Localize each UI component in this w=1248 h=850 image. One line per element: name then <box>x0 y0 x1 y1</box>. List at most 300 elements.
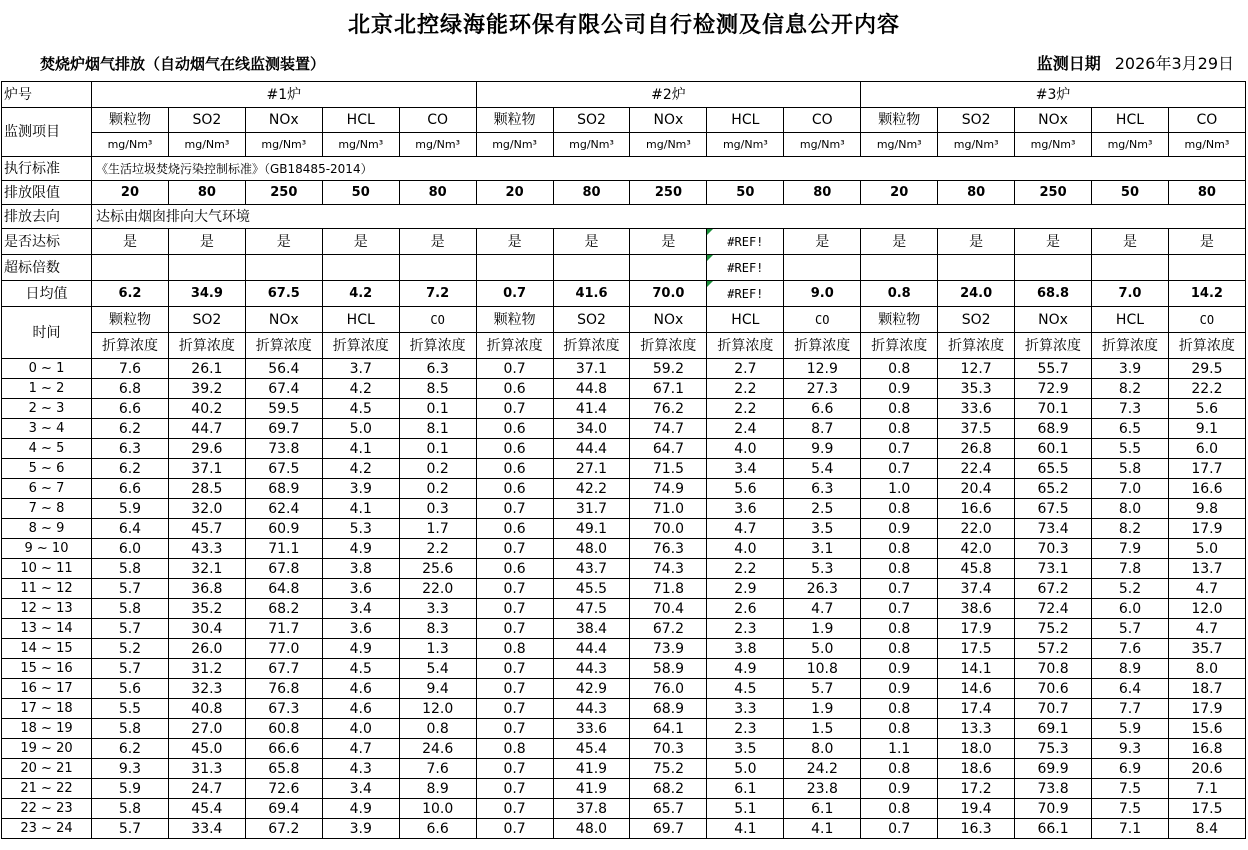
value-cell: 70.3 <box>630 739 707 759</box>
time-cell: 23 ~ 24 <box>2 819 92 839</box>
value-cell: 42.2 <box>553 479 630 499</box>
value-cell: 3.8 <box>322 559 399 579</box>
value-cell: 5.8 <box>92 559 169 579</box>
value-cell: 5.2 <box>92 639 169 659</box>
value-cell: 0.8 <box>861 759 938 779</box>
daily-avg-value: 7.0 <box>1092 281 1169 307</box>
value-cell: 26.0 <box>168 639 245 659</box>
exceed-value <box>322 255 399 281</box>
value-cell: 3.9 <box>1092 359 1169 379</box>
daily-avg-value: 7.2 <box>399 281 476 307</box>
time-cell: 7 ~ 8 <box>2 499 92 519</box>
value-cell: 9.3 <box>1092 739 1169 759</box>
value-cell: 58.9 <box>630 659 707 679</box>
exceed-value <box>861 255 938 281</box>
value-cell: 5.4 <box>784 459 861 479</box>
value-cell: 4.9 <box>322 799 399 819</box>
value-cell: 0.7 <box>861 579 938 599</box>
value-cell: 24.7 <box>168 779 245 799</box>
value-cell: 22.4 <box>938 459 1015 479</box>
pollutant-header: HCL <box>322 108 399 133</box>
daily-avg-value: 70.0 <box>630 281 707 307</box>
value-cell: 6.6 <box>92 479 169 499</box>
value-cell: 37.4 <box>938 579 1015 599</box>
emission-table <box>1 81 1246 839</box>
value-cell: 13.7 <box>1168 559 1245 579</box>
value-cell: 2.2 <box>707 559 784 579</box>
value-cell: 12.0 <box>1168 599 1245 619</box>
value-cell: 0.7 <box>476 779 553 799</box>
conc-label: 折算浓度 <box>399 333 476 359</box>
conc-label: 折算浓度 <box>1092 333 1169 359</box>
value-cell: 1.3 <box>399 639 476 659</box>
value-cell: 75.2 <box>1015 619 1092 639</box>
time-cell: 6 ~ 7 <box>2 479 92 499</box>
value-cell: 60.9 <box>245 519 322 539</box>
label-daily-avg: 日均值 <box>2 281 92 307</box>
value-cell: 4.1 <box>322 439 399 459</box>
value-cell: 42.9 <box>553 679 630 699</box>
limit-value: 80 <box>168 181 245 205</box>
value-cell: 14.1 <box>938 659 1015 679</box>
value-cell: 6.2 <box>92 459 169 479</box>
table-row <box>2 499 1246 519</box>
conc-label: 折算浓度 <box>168 333 245 359</box>
value-cell: 9.9 <box>784 439 861 459</box>
exceed-value: #REF! <box>707 255 784 281</box>
exceed-value <box>399 255 476 281</box>
value-cell: 0.2 <box>399 459 476 479</box>
value-cell: 0.9 <box>861 519 938 539</box>
pollutant-header-lower: HCL <box>707 307 784 333</box>
value-cell: 45.4 <box>168 799 245 819</box>
value-cell: 5.8 <box>92 719 169 739</box>
value-cell: 60.1 <box>1015 439 1092 459</box>
value-cell: 0.7 <box>476 399 553 419</box>
label-limit: 排放限值 <box>2 181 92 205</box>
limit-value: 80 <box>399 181 476 205</box>
value-cell: 9.3 <box>92 759 169 779</box>
value-cell: 5.0 <box>1168 539 1245 559</box>
time-cell: 2 ~ 3 <box>2 399 92 419</box>
compliant-value: 是 <box>553 229 630 255</box>
value-cell: 4.5 <box>322 659 399 679</box>
pollutant-header-lower: SO2 <box>553 307 630 333</box>
value-cell: 10.8 <box>784 659 861 679</box>
daily-avg-value: 6.2 <box>92 281 169 307</box>
compliant-value: 是 <box>861 229 938 255</box>
value-cell: 2.4 <box>707 419 784 439</box>
value-cell: 3.4 <box>707 459 784 479</box>
value-cell: 69.1 <box>1015 719 1092 739</box>
value-cell: 12.0 <box>399 699 476 719</box>
pollutant-header-lower: 颗粒物 <box>92 307 169 333</box>
limit-value: 20 <box>861 181 938 205</box>
unit-cell: mg/Nm³ <box>245 133 322 157</box>
value-cell: 8.0 <box>1168 659 1245 679</box>
value-cell: 45.0 <box>168 739 245 759</box>
value-cell: 0.7 <box>476 759 553 779</box>
time-cell: 0 ~ 1 <box>2 359 92 379</box>
value-cell: 70.6 <box>1015 679 1092 699</box>
value-cell: 0.8 <box>861 639 938 659</box>
value-cell: 31.2 <box>168 659 245 679</box>
unit-cell: mg/Nm³ <box>1168 133 1245 157</box>
value-cell: 3.3 <box>399 599 476 619</box>
conc-label: 折算浓度 <box>938 333 1015 359</box>
value-cell: 18.0 <box>938 739 1015 759</box>
value-cell: 70.8 <box>1015 659 1092 679</box>
value-cell: 4.7 <box>1168 579 1245 599</box>
conc-label: 折算浓度 <box>92 333 169 359</box>
value-cell: 5.8 <box>92 599 169 619</box>
unit-cell: mg/Nm³ <box>938 133 1015 157</box>
limit-value: 50 <box>322 181 399 205</box>
daily-avg-value: 24.0 <box>938 281 1015 307</box>
value-cell: 20.6 <box>1168 759 1245 779</box>
label-standard: 执行标准 <box>2 157 92 181</box>
table-row <box>2 719 1246 739</box>
value-cell: 35.3 <box>938 379 1015 399</box>
value-cell: 0.7 <box>861 599 938 619</box>
monitoring-date <box>1037 51 1234 74</box>
pollutant-header-lower: NOx <box>245 307 322 333</box>
value-cell: 6.0 <box>1092 599 1169 619</box>
table-row <box>2 205 1246 229</box>
value-cell: 0.7 <box>476 819 553 839</box>
destination-text: 达标由烟囱排向大气环境 <box>92 205 1246 229</box>
time-cell: 16 ~ 17 <box>2 679 92 699</box>
daily-avg-value: 14.2 <box>1168 281 1245 307</box>
value-cell: 0.1 <box>399 399 476 419</box>
value-cell: 32.1 <box>168 559 245 579</box>
value-cell: 32.3 <box>168 679 245 699</box>
date-label: 监测日期 <box>1036 54 1101 73</box>
unit-cell: mg/Nm³ <box>1015 133 1092 157</box>
value-cell: 45.8 <box>938 559 1015 579</box>
table-row <box>2 659 1246 679</box>
value-cell: 37.5 <box>938 419 1015 439</box>
value-cell: 6.0 <box>1168 439 1245 459</box>
pollutant-header: SO2 <box>168 108 245 133</box>
table-row <box>2 439 1246 459</box>
table-row <box>2 379 1246 399</box>
value-cell: 7.5 <box>1092 799 1169 819</box>
pollutant-header: HCL <box>1092 108 1169 133</box>
emission-table-body <box>2 82 1246 839</box>
value-cell: 0.6 <box>476 559 553 579</box>
limit-value: 50 <box>707 181 784 205</box>
value-cell: 68.9 <box>630 699 707 719</box>
value-cell: 17.9 <box>1168 699 1245 719</box>
value-cell: 4.7 <box>322 739 399 759</box>
compliant-value: 是 <box>168 229 245 255</box>
label-compliant: 是否达标 <box>2 229 92 255</box>
value-cell: 0.7 <box>476 599 553 619</box>
value-cell: 33.4 <box>168 819 245 839</box>
table-row <box>2 479 1246 499</box>
value-cell: 4.5 <box>322 399 399 419</box>
value-cell: 16.3 <box>938 819 1015 839</box>
value-cell: 41.9 <box>553 779 630 799</box>
compliant-value: 是 <box>1092 229 1169 255</box>
value-cell: 5.4 <box>399 659 476 679</box>
pollutant-header: NOx <box>630 108 707 133</box>
value-cell: 42.0 <box>938 539 1015 559</box>
value-cell: 44.8 <box>553 379 630 399</box>
value-cell: 18.7 <box>1168 679 1245 699</box>
value-cell: 9.4 <box>399 679 476 699</box>
value-cell: 5.5 <box>92 699 169 719</box>
value-cell: 6.0 <box>92 539 169 559</box>
value-cell: 73.1 <box>1015 559 1092 579</box>
unit-cell: mg/Nm³ <box>861 133 938 157</box>
exceed-value <box>1168 255 1245 281</box>
pollutant-header: CO <box>399 108 476 133</box>
value-cell: 67.8 <box>245 559 322 579</box>
table-row <box>2 819 1246 839</box>
value-cell: 31.7 <box>553 499 630 519</box>
value-cell: 6.2 <box>92 419 169 439</box>
time-cell: 21 ~ 22 <box>2 779 92 799</box>
value-cell: 22.2 <box>1168 379 1245 399</box>
table-row <box>2 281 1246 307</box>
pollutant-header-lower: 颗粒物 <box>861 307 938 333</box>
label-exceed: 超标倍数 <box>2 255 92 281</box>
compliant-value: 是 <box>1168 229 1245 255</box>
pollutant-header-lower: SO2 <box>938 307 1015 333</box>
value-cell: 1.7 <box>399 519 476 539</box>
value-cell: 41.9 <box>553 759 630 779</box>
value-cell: 3.4 <box>322 599 399 619</box>
value-cell: 73.4 <box>1015 519 1092 539</box>
value-cell: 74.9 <box>630 479 707 499</box>
pollutant-header-lower: HCL <box>1092 307 1169 333</box>
table-row <box>2 307 1246 333</box>
value-cell: 0.7 <box>476 659 553 679</box>
pollutant-header: NOx <box>245 108 322 133</box>
value-cell: 26.8 <box>938 439 1015 459</box>
value-cell: 8.9 <box>399 779 476 799</box>
value-cell: 75.3 <box>1015 739 1092 759</box>
value-cell: 6.1 <box>707 779 784 799</box>
exceed-value <box>938 255 1015 281</box>
table-row <box>2 459 1246 479</box>
pollutant-header-lower: CO <box>784 307 861 333</box>
value-cell: 67.3 <box>245 699 322 719</box>
value-cell: 37.1 <box>168 459 245 479</box>
value-cell: 3.6 <box>322 579 399 599</box>
value-cell: 5.9 <box>92 499 169 519</box>
conc-label: 折算浓度 <box>553 333 630 359</box>
value-cell: 5.5 <box>1092 439 1169 459</box>
value-cell: 12.7 <box>938 359 1015 379</box>
value-cell: 40.2 <box>168 399 245 419</box>
value-cell: 5.0 <box>784 639 861 659</box>
value-cell: 1.9 <box>784 699 861 719</box>
daily-avg-value: #REF! <box>707 281 784 307</box>
value-cell: 7.7 <box>1092 699 1169 719</box>
value-cell: 70.4 <box>630 599 707 619</box>
table-row <box>2 619 1246 639</box>
value-cell: 6.6 <box>92 399 169 419</box>
value-cell: 71.8 <box>630 579 707 599</box>
value-cell: 3.5 <box>784 519 861 539</box>
unit-cell: mg/Nm³ <box>168 133 245 157</box>
value-cell: 0.7 <box>476 719 553 739</box>
value-cell: 0.9 <box>861 679 938 699</box>
value-cell: 4.6 <box>322 679 399 699</box>
value-cell: 69.7 <box>245 419 322 439</box>
value-cell: 74.3 <box>630 559 707 579</box>
value-cell: 5.8 <box>1092 459 1169 479</box>
furnace-header: #2炉 <box>476 82 861 108</box>
value-cell: 8.9 <box>1092 659 1169 679</box>
value-cell: 67.2 <box>630 619 707 639</box>
value-cell: 6.3 <box>784 479 861 499</box>
unit-cell: mg/Nm³ <box>630 133 707 157</box>
value-cell: 73.8 <box>1015 779 1092 799</box>
value-cell: 36.8 <box>168 579 245 599</box>
table-row <box>2 359 1246 379</box>
value-cell: 77.0 <box>245 639 322 659</box>
value-cell: 69.4 <box>245 799 322 819</box>
value-cell: 16.6 <box>938 499 1015 519</box>
value-cell: 27.0 <box>168 719 245 739</box>
limit-value: 250 <box>630 181 707 205</box>
exceed-value <box>1092 255 1169 281</box>
value-cell: 0.8 <box>476 739 553 759</box>
value-cell: 4.1 <box>784 819 861 839</box>
value-cell: 17.5 <box>938 639 1015 659</box>
value-cell: 73.8 <box>245 439 322 459</box>
value-cell: 22.0 <box>399 579 476 599</box>
unit-cell: mg/Nm³ <box>476 133 553 157</box>
exceed-value <box>784 255 861 281</box>
value-cell: 6.3 <box>92 439 169 459</box>
limit-value: 80 <box>784 181 861 205</box>
value-cell: 56.4 <box>245 359 322 379</box>
value-cell: 4.2 <box>322 459 399 479</box>
value-cell: 6.1 <box>784 799 861 819</box>
compliant-value: 是 <box>399 229 476 255</box>
value-cell: 0.7 <box>861 439 938 459</box>
value-cell: 17.7 <box>1168 459 1245 479</box>
value-cell: 45.5 <box>553 579 630 599</box>
time-cell: 5 ~ 6 <box>2 459 92 479</box>
value-cell: 2.2 <box>707 379 784 399</box>
value-cell: 2.3 <box>707 619 784 639</box>
value-cell: 6.8 <box>92 379 169 399</box>
conc-label: 折算浓度 <box>1015 333 1092 359</box>
time-cell: 9 ~ 10 <box>2 539 92 559</box>
pollutant-header-lower: HCL <box>322 307 399 333</box>
table-row <box>2 133 1246 157</box>
pollutant-header: 颗粒物 <box>476 108 553 133</box>
daily-avg-value: 68.8 <box>1015 281 1092 307</box>
value-cell: 67.2 <box>1015 579 1092 599</box>
daily-avg-value: 4.2 <box>322 281 399 307</box>
value-cell: 71.1 <box>245 539 322 559</box>
value-cell: 73.9 <box>630 639 707 659</box>
table-row <box>2 539 1246 559</box>
value-cell: 28.5 <box>168 479 245 499</box>
value-cell: 0.6 <box>476 479 553 499</box>
value-cell: 69.7 <box>630 819 707 839</box>
value-cell: 39.2 <box>168 379 245 399</box>
value-cell: 4.0 <box>707 439 784 459</box>
value-cell: 6.4 <box>92 519 169 539</box>
value-cell: 0.8 <box>861 799 938 819</box>
table-row <box>2 739 1246 759</box>
pollutant-header: CO <box>1168 108 1245 133</box>
value-cell: 59.5 <box>245 399 322 419</box>
value-cell: 8.0 <box>784 739 861 759</box>
value-cell: 70.3 <box>1015 539 1092 559</box>
label-monitoring-item: 监测项目 <box>2 108 92 157</box>
daily-avg-value: 9.0 <box>784 281 861 307</box>
value-cell: 74.7 <box>630 419 707 439</box>
value-cell: 0.8 <box>861 399 938 419</box>
value-cell: 4.6 <box>322 699 399 719</box>
time-cell: 15 ~ 16 <box>2 659 92 679</box>
value-cell: 0.8 <box>861 499 938 519</box>
time-cell: 11 ~ 12 <box>2 579 92 599</box>
value-cell: 2.6 <box>707 599 784 619</box>
value-cell: 26.1 <box>168 359 245 379</box>
table-row <box>2 229 1246 255</box>
value-cell: 8.3 <box>399 619 476 639</box>
value-cell: 0.7 <box>861 459 938 479</box>
exceed-value <box>476 255 553 281</box>
value-cell: 44.4 <box>553 639 630 659</box>
value-cell: 4.9 <box>322 639 399 659</box>
time-cell: 22 ~ 23 <box>2 799 92 819</box>
value-cell: 7.6 <box>399 759 476 779</box>
value-cell: 70.7 <box>1015 699 1092 719</box>
time-cell: 13 ~ 14 <box>2 619 92 639</box>
value-cell: 55.7 <box>1015 359 1092 379</box>
pollutant-header: CO <box>784 108 861 133</box>
value-cell: 47.5 <box>553 599 630 619</box>
value-cell: 5.6 <box>707 479 784 499</box>
value-cell: 5.3 <box>784 559 861 579</box>
value-cell: 17.5 <box>1168 799 1245 819</box>
value-cell: 3.3 <box>707 699 784 719</box>
label-furnace: 炉号 <box>2 82 92 108</box>
table-row <box>2 579 1246 599</box>
value-cell: 2.2 <box>399 539 476 559</box>
value-cell: 59.2 <box>630 359 707 379</box>
value-cell: 5.0 <box>707 759 784 779</box>
limit-value: 20 <box>92 181 169 205</box>
value-cell: 0.6 <box>476 459 553 479</box>
conc-label: 折算浓度 <box>784 333 861 359</box>
pollutant-header-lower: NOx <box>1015 307 1092 333</box>
value-cell: 3.6 <box>707 499 784 519</box>
value-cell: 5.7 <box>784 679 861 699</box>
value-cell: 4.7 <box>784 599 861 619</box>
value-cell: 68.2 <box>245 599 322 619</box>
table-row <box>2 157 1246 181</box>
unit-cell: mg/Nm³ <box>322 133 399 157</box>
value-cell: 65.8 <box>245 759 322 779</box>
value-cell: 27.1 <box>553 459 630 479</box>
value-cell: 67.2 <box>245 819 322 839</box>
label-destination: 排放去向 <box>2 205 92 229</box>
value-cell: 64.1 <box>630 719 707 739</box>
unit-cell: mg/Nm³ <box>399 133 476 157</box>
